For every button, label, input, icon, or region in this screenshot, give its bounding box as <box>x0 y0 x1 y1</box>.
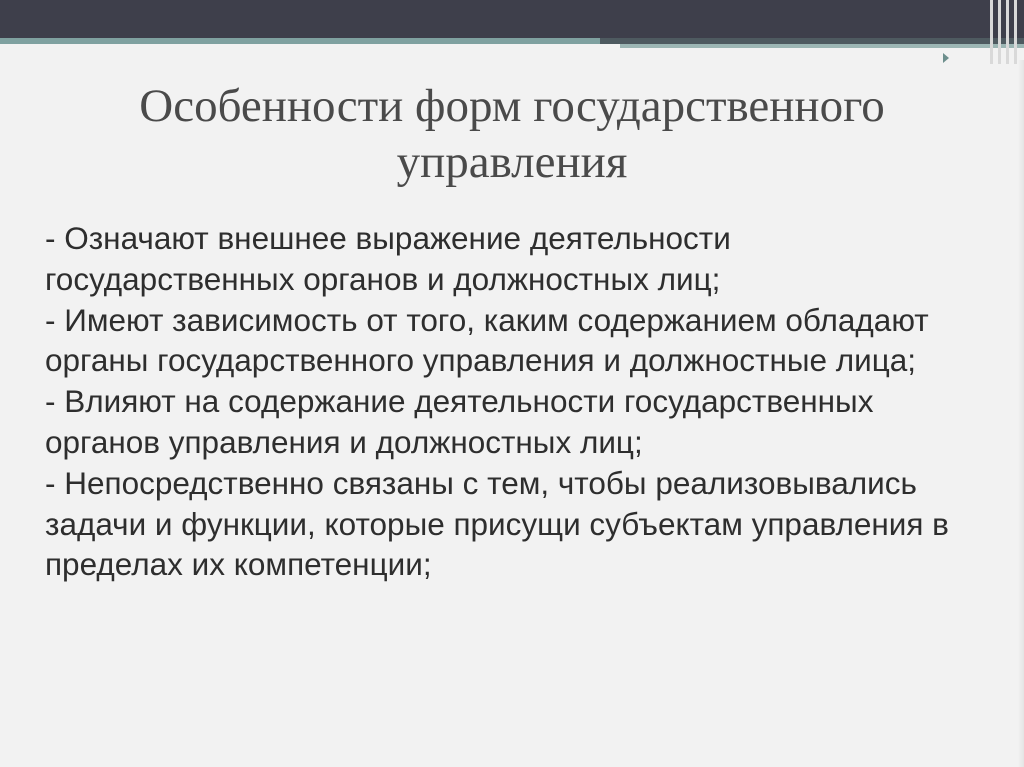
body-paragraph: - Имеют зависимость от того, каким содержанием обладают органы государственного управления и должностные лица; <box>45 301 929 379</box>
corner-stripes <box>984 0 1024 64</box>
header-band-line <box>620 44 1024 48</box>
corner-stripe <box>1006 0 1009 64</box>
body-paragraph: - Означают внешнее выражение деятельности государственных органов и должностных лиц; <box>45 220 731 297</box>
body-paragraph: - Влияют на содержание деятельности государственных органов управления и должностных лиц; <box>45 383 874 460</box>
body-paragraph: - Непосредственно связаны с тем, чтобы реализовывались задачи и функции, которые присущи субъектам управления в пределах их компетенции; <box>45 464 949 583</box>
slide-title: Особенности форм государственного управления <box>139 80 885 188</box>
triangle-marker-icon <box>943 53 949 63</box>
corner-stripe <box>1014 0 1017 64</box>
right-edge-shadow <box>1018 60 1024 767</box>
slide-body <box>45 218 980 585</box>
corner-stripe <box>998 0 1001 64</box>
header-band-dark <box>0 0 1024 38</box>
corner-stripe <box>990 0 993 64</box>
